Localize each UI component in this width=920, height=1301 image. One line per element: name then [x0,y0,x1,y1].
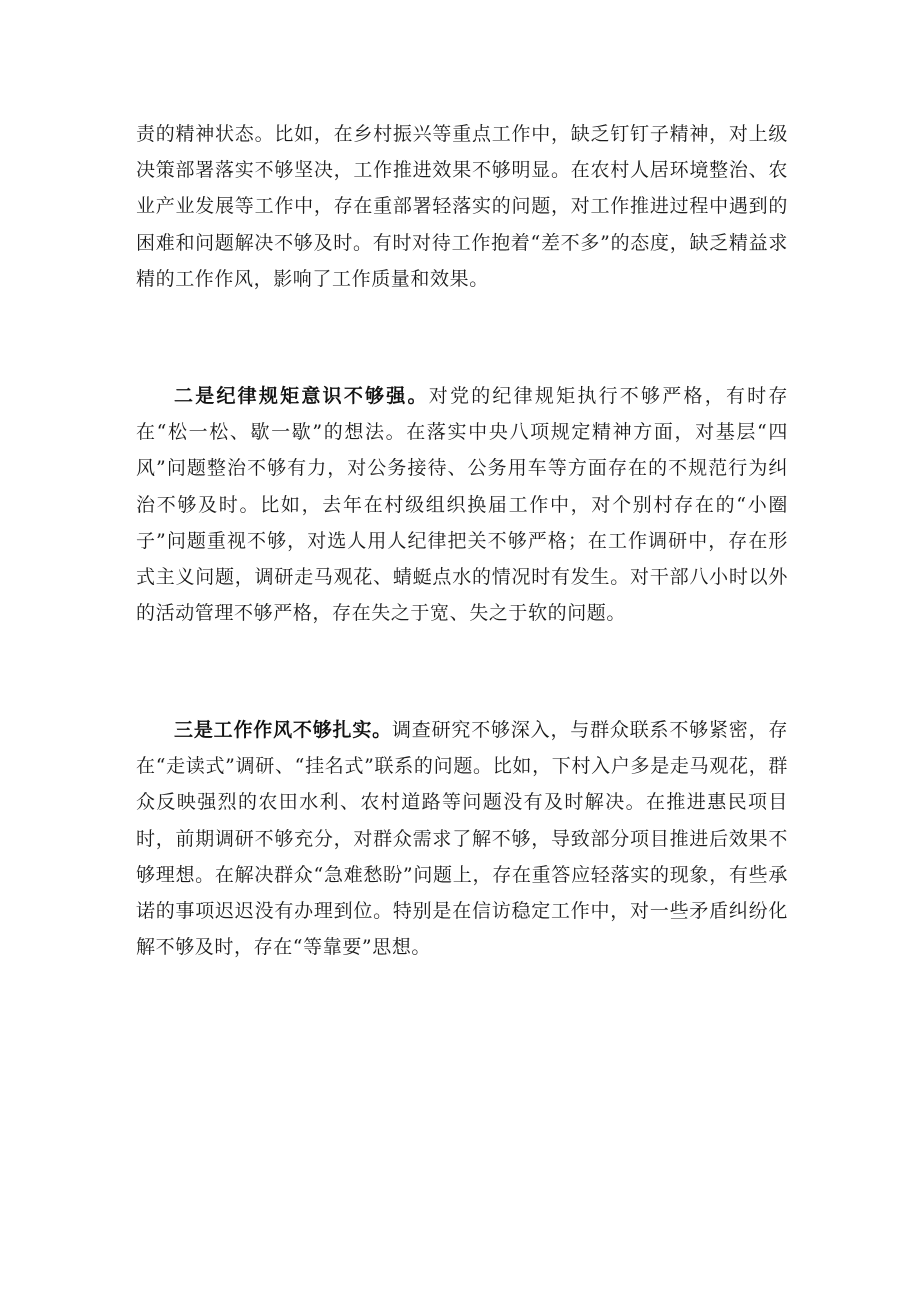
paragraph-heading: 三是工作作风不够扎实。 [174,719,392,741]
paragraph-discipline [136,378,788,631]
paragraph-responsibility [136,116,788,297]
paragraph-body: 责的精神状态。比如，在乡村振兴等重点工作中，缺乏钉钉子精神，对上级决策部署落实不够坚决，工作推进效果不够明显。在农村人居环境整治、农业产业发展等工作中，存在重部署轻落实的问题，对工作推进过程中遇到的困难和问题解决不够及时。有时对待工作抱着“差不多”的态度，缺乏精益求精的工作作风，影响了工作质量和效果。 [136,123,788,290]
paragraph-body: 调查研究不够深入，与群众联系不够紧密，存在“走读式”调研、“挂名式”联系的问题。比如，下村入户多是走马观花，群众反映强烈的农田水利、农村道路等问题没有及时解决。在推进惠民项目时，前期调研不够充分，对群众需求了解不够，导致部分项目推进后效果不够理想。在解决群众“急难愁盼”问题上，存在重答应轻落实的现象，有些承诺的事项迟迟没有办理到位。特别是在信访稳定工作中，对一些矛盾纠纷化解不够及时，存在“等靠要”思想。 [136,719,788,959]
paragraph-heading: 二是纪律规矩意识不够强。 [174,385,429,407]
paragraph-work-style [136,712,788,965]
paragraph-body: 对党的纪律规矩执行不够严格，有时存在“松一松、歇一歇”的想法。在落实中央八项规定精神方面，对基层“四风”问题整治不够有力，对公务接待、公务用车等方面存在的不规范行为纠治不够及时。比如，去年在村级组织换届工作中，对个别村存在的“小圈子”问题重视不够，对选人用人纪律把关不够严格；在工作调研中，存在形式主义问题，调研走马观花、蜻蜓点水的情况时有发生。对干部八小时以外的活动管理不够严格，存在失之于宽、失之于软的问题。 [136,385,789,625]
